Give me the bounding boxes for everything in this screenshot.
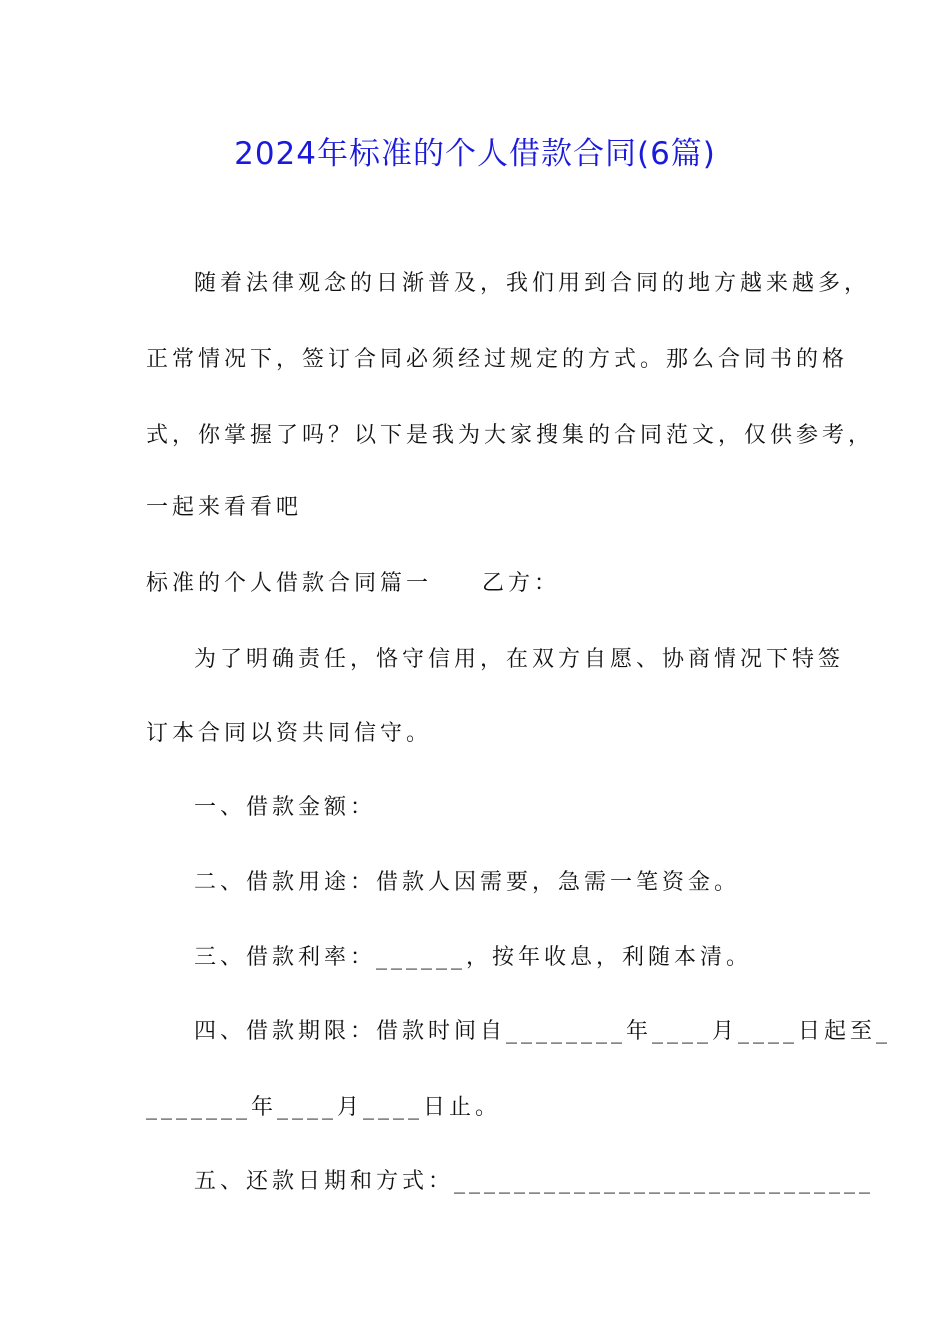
section-heading-row bbox=[146, 564, 560, 604]
purpose-line-1: 为了明确责任，恪守信用，在双方自愿、协商情况下特签 bbox=[194, 647, 845, 672]
purpose-line-2: 订本合同以资共同信守。 bbox=[146, 721, 433, 746]
clause-use: 二、借款用途：借款人因需要，急需一笔资金。 bbox=[194, 870, 741, 895]
intro-line-1: 随着法律观念的日渐普及，我们用到合同的地方越来越多， bbox=[194, 271, 871, 296]
clause-term-line-1: 四、借款期限：借款时间自________年____月____日起至_ bbox=[194, 1019, 892, 1044]
intro-line-4: 一起来看看吧 bbox=[146, 495, 303, 520]
section-heading: 标准的个人借款合同篇一 bbox=[146, 571, 433, 596]
clause-amount: 一、借款金额： bbox=[194, 795, 377, 820]
clause-repayment: 五、还款日期和方式：____________________________ bbox=[194, 1169, 875, 1194]
intro-line-2: 正常情况下，签订合同必须经过规定的方式。那么合同书的格 bbox=[146, 347, 849, 372]
document-title: 2024年标准的个人借款合同(6篇) bbox=[234, 136, 716, 172]
intro-line-3: 式，你掌握了吗？以下是我为大家搜集的合同范文，仅供参考， bbox=[146, 423, 875, 448]
clause-term-line-2: _______年____月____日止。 bbox=[146, 1095, 502, 1120]
clause-rate: 三、借款利率：______，按年收息，利随本清。 bbox=[194, 945, 753, 970]
party-b-label: 乙方： bbox=[482, 571, 561, 596]
